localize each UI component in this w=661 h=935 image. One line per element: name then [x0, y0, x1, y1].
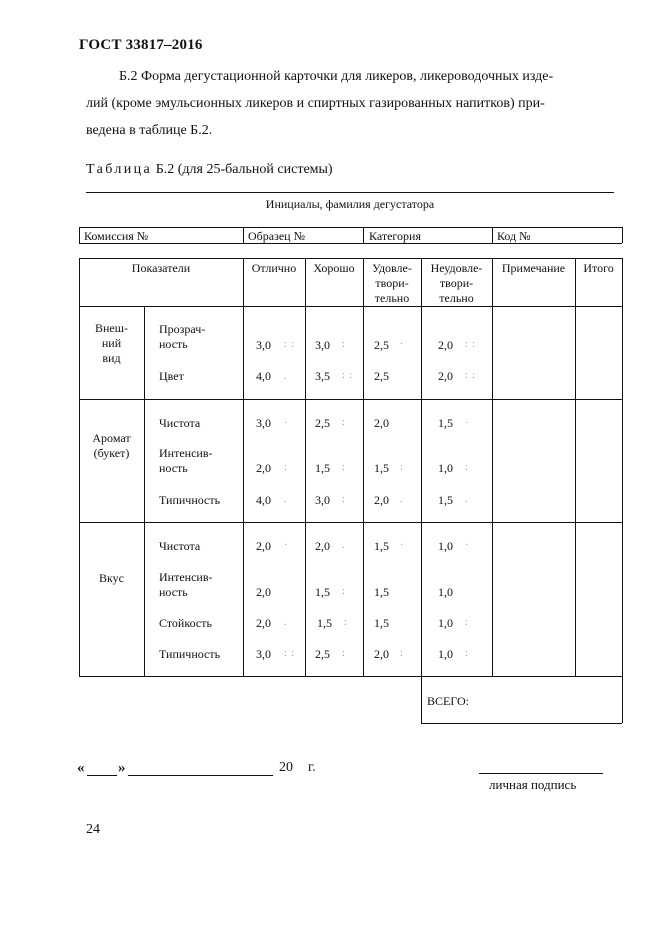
score-cell: 3,5 [315, 369, 330, 383]
total-label: ВСЕГО: [427, 694, 469, 708]
score-cell: 3,0 [315, 493, 330, 507]
sample-field: Образец № [248, 229, 306, 243]
score-cell: 2,0 [374, 416, 389, 430]
indicator-color: Цвет [159, 369, 184, 383]
score-cell: 1,5 [315, 585, 330, 599]
score-cell: 1,0 [438, 461, 453, 475]
score-cell: 4,0 [256, 369, 271, 383]
score-cell: 2,0 [438, 369, 453, 383]
signature-line [479, 773, 603, 774]
date-day-line [87, 775, 117, 776]
column-header-indicators: Показатели [131, 261, 191, 275]
score-cell: 2,0 [315, 539, 330, 553]
column-header-note: Примечание [501, 261, 566, 275]
score-cell: 2,5 [374, 369, 389, 383]
score-cell: 1,0 [438, 539, 453, 553]
score-cell: 2,5 [374, 338, 389, 352]
table-caption-text: Б.2 (для 25-бальной системы) [155, 162, 333, 177]
score-cell: 2,0 [256, 461, 271, 475]
score-cell: 1,5 [374, 616, 389, 630]
score-cell: 4,0 [256, 493, 271, 507]
indicator-typicality: Типичность [159, 647, 221, 661]
score-cell: 2,5 [315, 416, 330, 430]
score-cell: 2,0 [256, 616, 271, 630]
score-cell: 2,0 [374, 493, 389, 507]
score-cell: 1,0 [438, 616, 453, 630]
score-cell: 1,5 [317, 616, 332, 630]
score-cell: 1,5 [315, 461, 330, 475]
score-cell: 3,0 [256, 338, 271, 352]
indicator-typicality: Типичность [159, 493, 221, 507]
score-cell: 1,5 [374, 539, 389, 553]
score-cell: 1,0 [438, 585, 453, 599]
category-field: Категория [369, 229, 421, 243]
indicator-persistence: Стойкость [159, 616, 212, 630]
score-cell: 1,5 [374, 585, 389, 599]
page-number: 24 [86, 822, 100, 837]
year-prefix: 20 [279, 760, 293, 775]
taster-name-line [86, 192, 614, 193]
indicator-intensity: Интенсив- ность [159, 570, 213, 599]
score-cell: 2,5 [315, 647, 330, 661]
document-header: ГОСТ 33817–2016 [79, 37, 203, 53]
column-header-good: Хорошо [313, 261, 355, 275]
score-cell: 1,5 [438, 493, 453, 507]
year-suffix: г. [308, 760, 316, 775]
score-cell: 2,0 [256, 585, 271, 599]
score-cell: 1,5 [374, 461, 389, 475]
indicator-purity: Чистота [159, 416, 201, 430]
score-cell: 1,5 [438, 416, 453, 430]
indicator-transparency: Прозрач- ность [159, 322, 206, 351]
column-header-excellent: Отлично [251, 261, 297, 275]
score-cell: 2,0 [438, 338, 453, 352]
score-cell: 2,0 [256, 539, 271, 553]
column-header-satisfactory: Удовле- твори- тельно [372, 261, 412, 305]
score-cell: 1,0 [438, 647, 453, 661]
taster-label: Инициалы, фамилия дегустатора [265, 197, 435, 211]
indicator-intensity: Интенсив- ность [159, 446, 213, 475]
column-header-unsatisfactory: Неудовле- твори- тельно [430, 261, 483, 305]
table-caption-label: Таблица [86, 162, 153, 177]
group-label-taste: Вкус [99, 571, 124, 585]
group-label-appearance: Внеш- ний вид [95, 321, 128, 365]
code-field: Код № [497, 229, 531, 243]
signature-label: личная подпись [489, 777, 577, 792]
score-cell: 3,0 [256, 647, 271, 661]
commission-field: Комиссия № [84, 229, 149, 243]
intro-line: ведена в таблице Б.2. [86, 123, 213, 138]
intro-line: лий (кроме эмульсионных ликеров и спиртных газированных напитков) при- [86, 96, 545, 111]
table-caption [86, 162, 333, 178]
score-cell: 3,0 [315, 338, 330, 352]
indicator-purity: Чистота [159, 539, 201, 553]
score-cell: 3,0 [256, 416, 271, 430]
group-label-aroma: Аромат (букет) [92, 431, 131, 460]
date-month-line [128, 775, 273, 776]
intro-line: Б.2 Форма дегустационной карточки для ликеров, ликероводочных изде- [119, 69, 554, 84]
column-header-total: Итого [583, 261, 614, 275]
score-cell: 2,0 [374, 647, 389, 661]
